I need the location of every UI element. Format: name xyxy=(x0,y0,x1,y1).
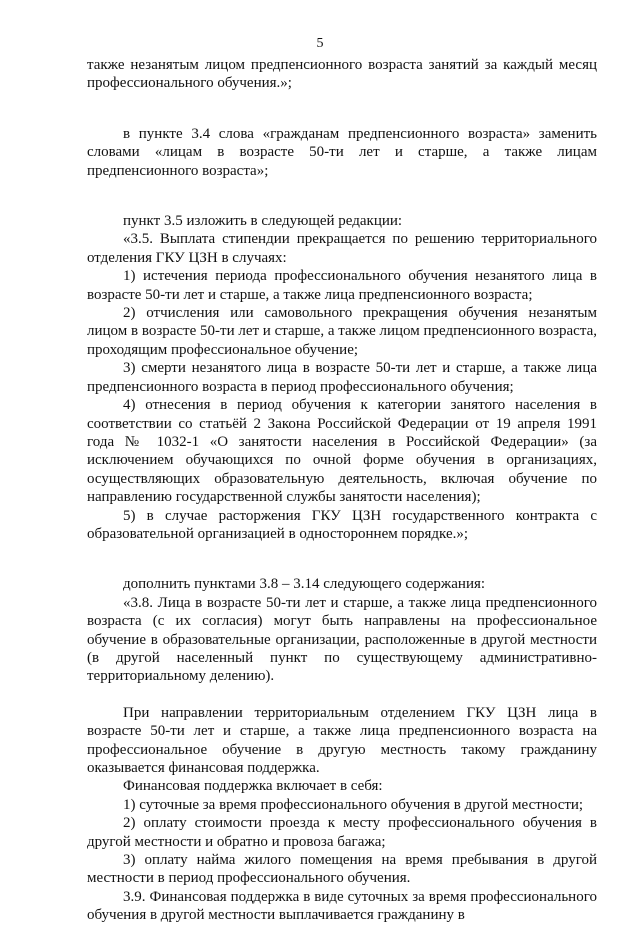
paragraph: «3.8. Лица в возрасте 50-ти лет и старше, а также лица предпенсионного возраста (с их согласия) могут быть направлены на профессиональное обучение в образовательные организации, расположенные в другой местности (в другой населенный пункт по существующему административно-территориальному делению). xyxy=(87,594,597,685)
paragraph: 2) оплату стоимости проезда к месту профессионального обучения в другой местности и обратно и провоза багажа; xyxy=(87,815,597,850)
paragraph: также незанятым лицом предпенсионного возраста занятий за каждый месяц профессионального обучения.»; xyxy=(87,57,597,92)
paragraph: «3.5. Выплата стипендии прекращается по решению территориального отделения ГКУ ЦЗН в случаях: xyxy=(87,231,597,266)
paragraph: 4) отнесения в период обучения к категории занятого населения в соответствии со статьёй 2 Закона Российской Федерации от 19 апреля 1991 года № 1032-1 «О занятости населения в Российской Федерации» (за исключением обучающихся по очной форме обучения в организациях, осуществляющих образовательную деятельность, включая обучение по направлению государственной службы занятости населения); xyxy=(87,397,597,506)
paragraph: в пункте 3.4 слова «гражданам предпенсионного возраста» заменить словами «лицам в возрасте 50-ти лет и старше, а также лицам предпенсионного возраста»; xyxy=(87,125,597,179)
document-body xyxy=(87,56,597,925)
paragraph: 3.9. Финансовая поддержка в виде суточных за время профессионального обучения в другой местности выплачивается гражданину в xyxy=(87,888,597,924)
paragraph: Финансовая поддержка включает в себя: xyxy=(123,778,383,795)
paragraph: 1) суточные за время профессионального обучения в другой местности; xyxy=(123,796,584,813)
paragraph: пункт 3.5 изложить в следующей редакции: xyxy=(123,213,403,230)
page-number: 5 xyxy=(316,36,324,51)
paragraph: 3) оплату найма жилого помещения на время пребывания в другой местности в период профессионального обучения. xyxy=(87,852,597,887)
paragraph: дополнить пунктами 3.8 – 3.14 следующего содержания: xyxy=(123,576,486,593)
paragraph: 3) смерти незанятого лица в возрасте 50-ти лет и старше, а также лица предпенсионного возраста в период профессионального обучения; xyxy=(87,360,597,395)
paragraph: 2) отчисления или самовольного прекращения обучения незанятым лицом в возрасте 50-ти лет и старше, а также лицом предпенсионного возраста, проходящим профессиональное обучение; xyxy=(87,305,597,358)
paragraph: 1) истечения периода профессионального обучения незанятого лица в возрасте 50-ти лет и старше, а также лица предпенсионного возраста; xyxy=(87,268,597,303)
paragraph: 5) в случае расторжения ГКУ ЦЗН государственного контракта с образовательной организацией в одностороннем порядке.»; xyxy=(87,507,597,542)
paragraph: При направлении территориальным отделением ГКУ ЦЗН лица в возрасте 50-ти лет и старше, а также лица предпенсионного возраста на профессиональное обучение в другую местность такому гражданину оказывается финансовая поддержка. xyxy=(87,704,597,776)
